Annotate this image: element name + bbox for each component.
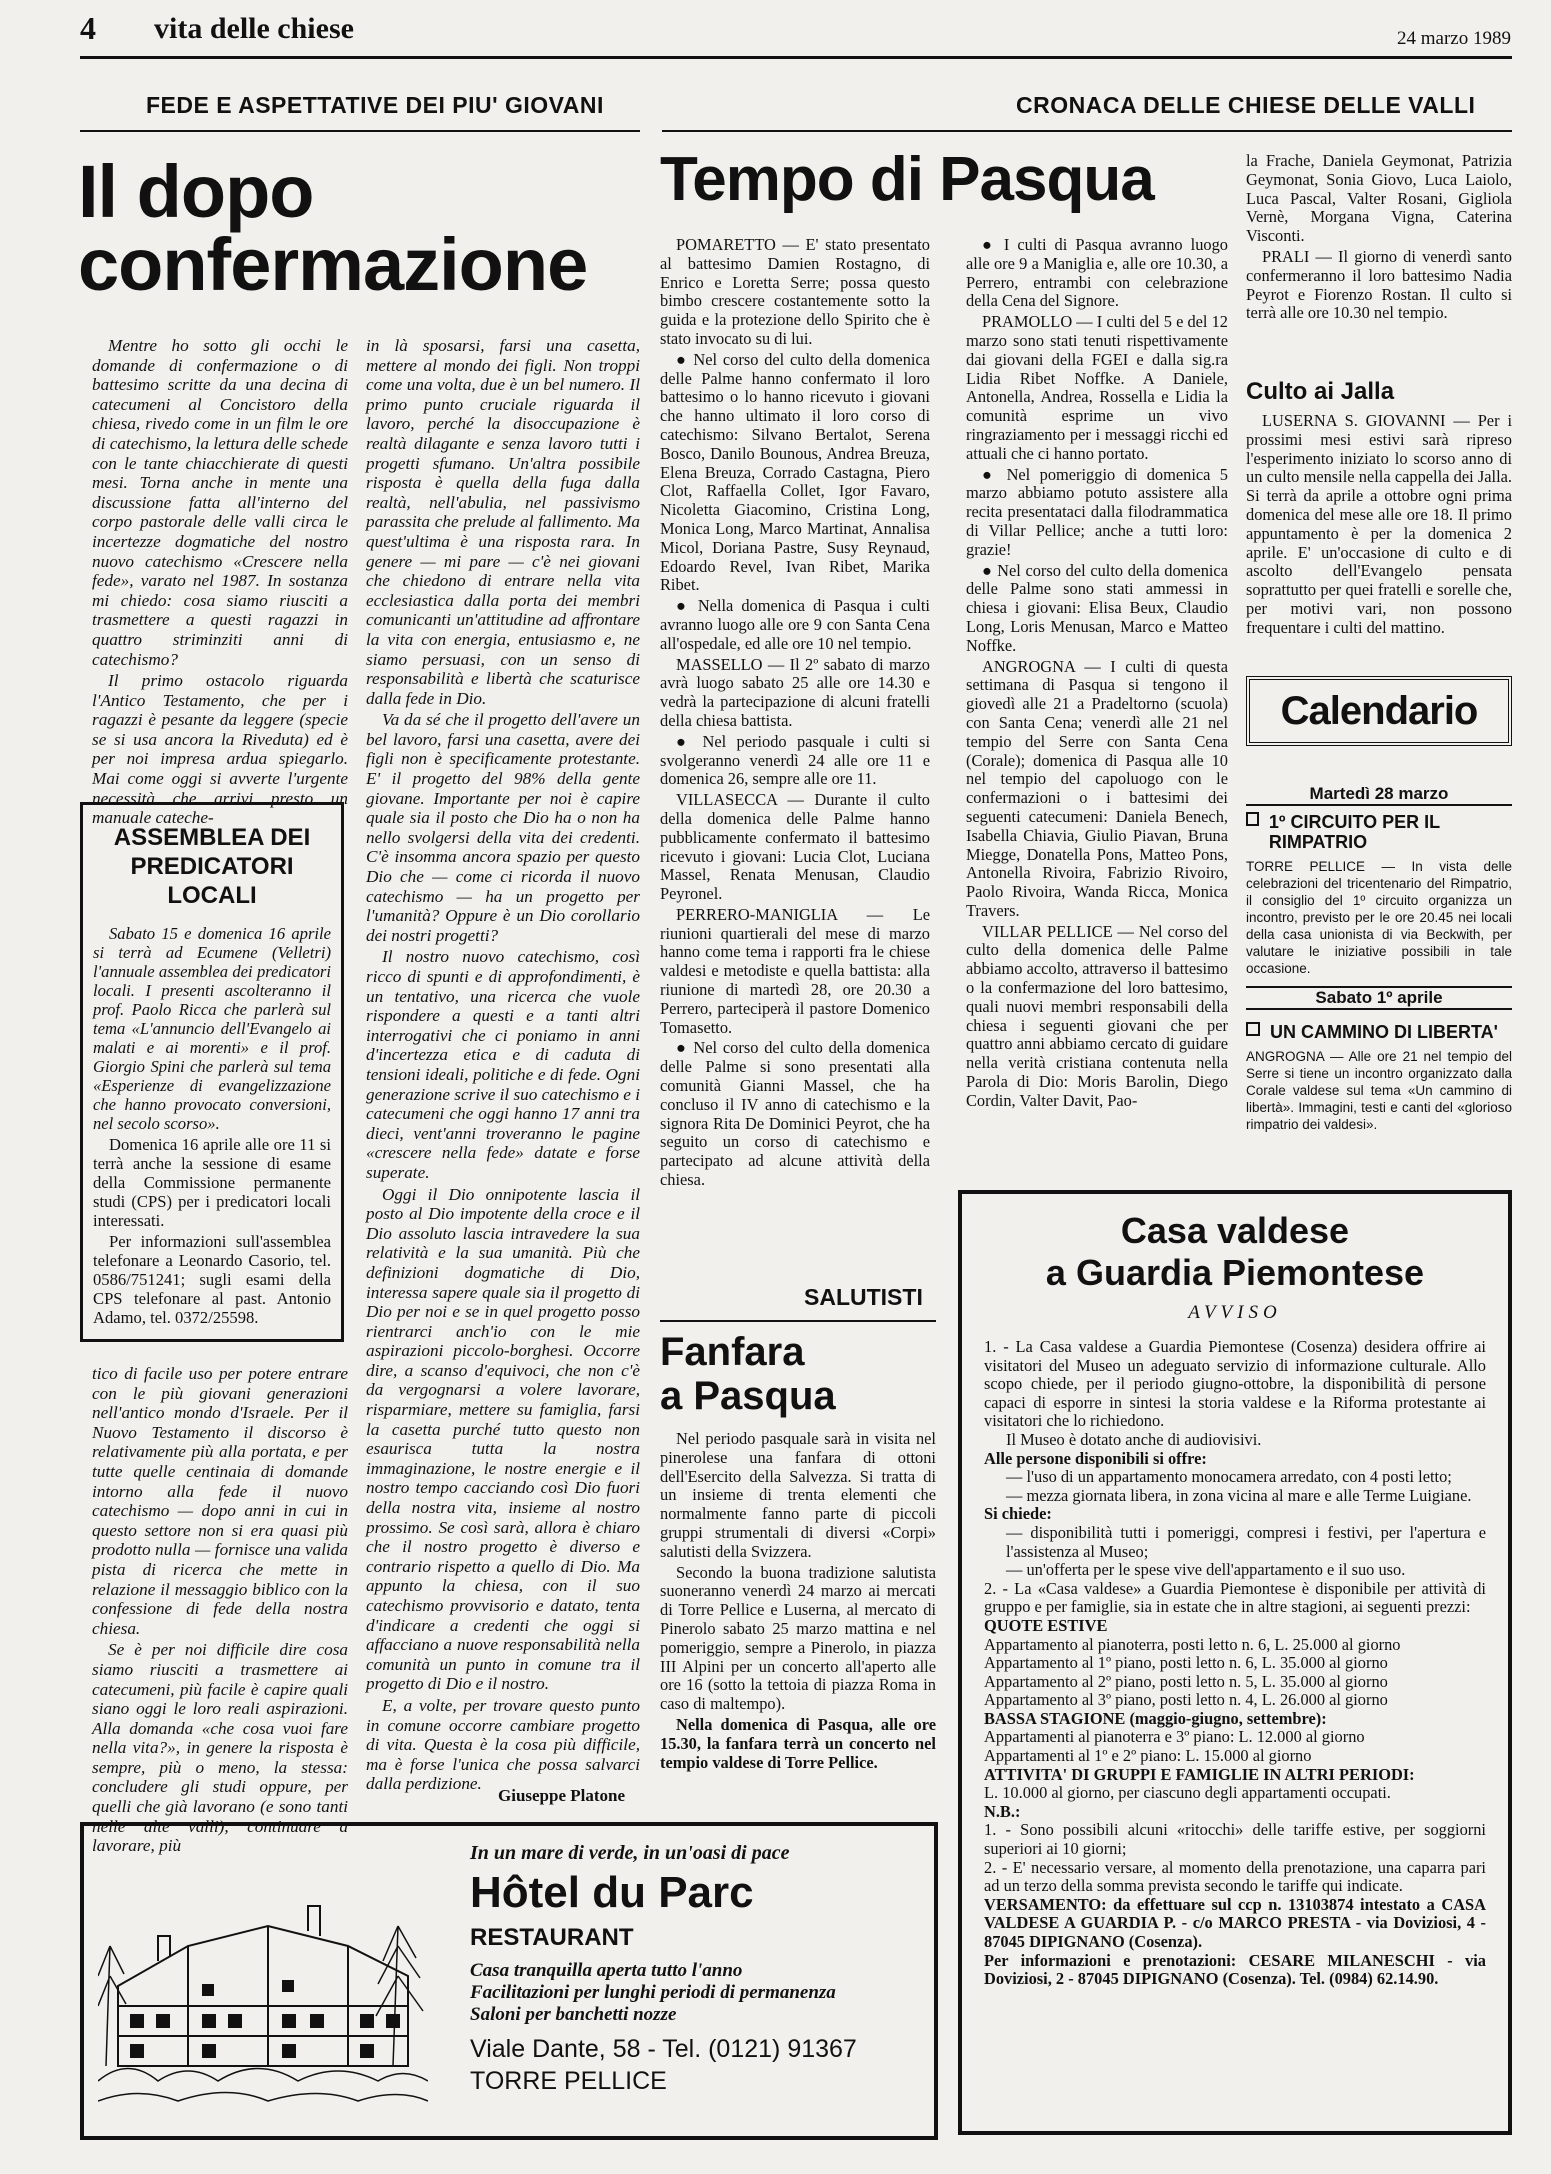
hotel-tagline: In un mare di verde, in un'oasi di pace xyxy=(470,1842,790,1864)
hotel-address: Viale Dante, 58 - Tel. (0121) 91367 xyxy=(470,2035,857,2063)
article-signature: Giuseppe Platone xyxy=(498,1786,626,1805)
news-paragraph: ● Nel corso del culto della domenica delle Palme hanno confermato il loro battesimo o lo hanno ricevuto i giovani che hanno ultimato il loro corso di catechismo: Silvano Bertalot, Serena Bosco, Danilo Bounous, Andrea Breuza, Elena Breuza, Corrado Castagna, Piero Clot, Raffaella Collet, Igor Favaro, Nicoletta Giacomino, Cristina Long, Monica Long, Marco Martinat, Annalisa Micol, Doriana Pastre, Susy Reynaud, Edoardo Revel, Ivan Ribet, Marika Ribet. xyxy=(660,349,930,595)
news-paragraph: ● Nel corso del culto della domenica delle Palme si sono presentati alla comunità Gianni Massel, che ha concluso il IV anno di catechismo e la signora Rita De Dominici Peyrot, che ha seguito un corso di catechismo e partecipato ad alcune attività della chiesa. xyxy=(660,1038,930,1190)
news-paragraph: ● Nel corso del culto della domenica delle Palme sono stati ammessi in chiesa i giovani: Elisa Beux, Claudio Long, Loris Menusan, Marco e Matteo Noffke. xyxy=(966,560,1228,655)
headline-line-2: confermazione xyxy=(78,222,588,306)
calendario-title: Calendario xyxy=(1280,688,1478,733)
news-paragraph: ANGROGNA — I culti di questa settimana di Pasqua si tengono il giovedì alle 21 a Pradeltorno (scuola) con Santa Cena; venerdì alle 21 nel tempio del Serre con Santa Cena (Corale); domenica di Pasqua alle 10 nel tempio del capoluogo con le confermazioni o i battesimi dei seguenti catecumeni: Daniela Benech, Isabella Chiavia, Giulio Piavan, Bruna Miegge, Donatella Pons, Matteo Pons, Antonella Rivoira, Fabrizio Rivoiro, Paolo Rivoira, Wanda Ricca, Monica Travers. xyxy=(966,656,1228,920)
headline-line-1: Fanfara xyxy=(660,1330,805,1374)
news-paragraph: Secondo la buona tradizione salutista suoneranno venerdì 24 marzo ai mercati di Torre Pellice e Luserna, al mercato di Pinerolo sabato 25 marzo mattina e nel pomeriggio, sempre a Pinerolo, in piazza III Alpini per un concerto all'aperto alle ore 16 (sotto la tettoia di piazza Roma in caso di maltempo). xyxy=(660,1562,936,1714)
article-headline xyxy=(78,150,588,306)
casa-avviso: AVVISO xyxy=(1188,1302,1282,1323)
casa-list-item: — l'uso di un appartamento monocamera arredato, con 4 posti letto; xyxy=(1006,1467,1452,1487)
casa-subtitle: QUOTE ESTIVE xyxy=(984,1615,1108,1635)
news-paragraph: PERRERO-MANIGLIA — Le riunioni quartierali del mese di marzo hanno come tema i rapporti fra le chiese valdesi e metodiste e quella battista: alla riunione di martedì 28, ore 20.30 a Perrero, parteciperà il pastore Domenico Tomasetto. xyxy=(660,904,930,1037)
casa-list-item: 2. - E' necessario versare, al momento della prenotazione, una caparra pari ad un terzo della somma prevista secondo le tariffe qui indicate. xyxy=(984,1857,1486,1896)
salutisti-headline xyxy=(660,1330,836,1418)
calendar-date: Sabato 1º aprile xyxy=(1246,986,1512,1010)
casa-title-line-1: Casa valdese xyxy=(1120,1210,1350,1251)
assemblea-title: ASSEMBLEA DEI PREDICATORI LOCALI xyxy=(113,824,311,909)
casa-valdese-ad xyxy=(958,1190,1512,2135)
article-paragraph: E, a volte, per trovare questo punto in comune occorre cambiare progetto di vita. Questa è la cosa più difficile, ma è forse l'unica che possa salvarci dalla perdizione. xyxy=(366,1695,640,1794)
news-paragraph: VILLASECCA — Durante il culto della domenica delle Palme hanno pubblicamente confermato il battesimo ricevuto i giovani: Lucia Clot, Luciana Massel, Renata Menusan, Claudio Peyronel. xyxy=(660,790,930,904)
hotel-feature: Facilitazioni per lunghi periodi di permanenza xyxy=(470,1982,836,2003)
hotel-restaurant: RESTAURANT xyxy=(470,1924,634,1951)
issue-date: 24 marzo 1989 xyxy=(1397,28,1511,49)
casa-paragraph: Per informazioni e prenotazioni: CESARE MILANESCHI - via Doviziosi, 2 - 87045 DIPIGNANO (Cosenza). Tel. (0984) 62.14.90. xyxy=(984,1950,1486,1989)
calendar-item-text: ANGROGNA — Alle ore 21 nel tempio del Serre si tiene un incontro organizzato dalla Corale valdese sul tema «Un cammino di libertà». Immagini, testi e canti del «glorioso rimpatrio dei valdesi». xyxy=(1246,1049,1512,1132)
hotel-city: TORRE PELLICE xyxy=(470,2067,667,2095)
news-paragraph: MASSELLO — Il 2º sabato di marzo avrà luogo sabato 25 alle ore 14.30 e vedrà la partecipazione di alcuni fratelli della chiesa battista. xyxy=(660,654,930,730)
news-paragraph: POMARETTO — E' stato presentato al battesimo Damien Rostagno, di Enrico e Loretta Serre; possa questo bimbo crescere costantemente sotto la guida e la protezione dello Spirito che è stato invocato su di lui. xyxy=(660,235,930,348)
salutisti-rule xyxy=(660,1320,936,1322)
news-paragraph: la Frache, Daniela Geymonat, Patrizia Geymonat, Sonia Giovo, Luca Laiolo, Luca Pascal, Valter Rosani, Gigliola Vernè, Morgana Vigna, Caterina Visconti. xyxy=(1246,151,1512,246)
casa-subtitle: ATTIVITA' DI GRUPPI E FAMIGLIE IN ALTRI PERIODI: xyxy=(984,1764,1415,1784)
article-paragraph: in là sposarsi, farsi una casetta, mettere al mondo dei figli. Non troppi come una volta, due è un bel numero. Il primo punto cruciale riguarda il lavoro, perché la disoccupazione è realtà dilagante e senza lavoro tutti i progetti sfumano. Un'altra possibile risposta è quella della fuga dalla realtà, nell'abulia, nel passivismo parassita che prelude al fallimento. Ma quest'ultima è una risposta rara. In genere — mi pare — c'è nei giovani che chiedono di entrare nella vita ecclesiastica dalla porta dei membri comunicanti un'attitudine ad affrontare la vita con energia, entusiasmo e, ne siamo persuasi, con un senso di responsabilità e libertà che scaturisce dalla fede in Dio. xyxy=(366,336,640,708)
section-left: FEDE E ASPETTATIVE DEI PIU' GIOVANI xyxy=(146,92,604,118)
calendar-item xyxy=(1246,1022,1512,1133)
casa-subtitle: BASSA STAGIONE (maggio-giugno, settembre): xyxy=(984,1708,1327,1728)
tempo-col3 xyxy=(660,236,930,1192)
calendar-item-text: TORRE PELLICE — In vista delle celebrazioni del tricentenario del Rimpatrio, il consiglio del 1º circuito organizza un incontro, previsto per le ore 20.45 nei locali della casa unionista di via Beckwith, per valutare le iniziative possibili in tale occasione. xyxy=(1246,859,1512,976)
casa-price-row: Appartamenti al 1º e 2º piano: L. 15.000 al giorno xyxy=(984,1746,1312,1766)
article-paragraph: Mentre ho sotto gli occhi le domande di confermazione o di battesimo scritte da una decina di catecumeni al Concistoro della chiesa, rivedo come in un film le ore di catechismo, la lettura delle schede con le tante chiacchierate di questi mesi. Torna anche in mente una discussione fatta all'interno del corpo pastorale delle valli circa le incertezze dogmatiche del nostro nuovo catechismo «Crescere nella fede», varato nel 1987. In sostanza mi chiedo: cosa siamo riusciti a trasmettere a questi ragazzi in quattro striminziti anni di catechismo? xyxy=(92,336,348,669)
tempo-col5 xyxy=(1246,152,1512,325)
calendar-item xyxy=(1246,812,1512,977)
article-paragraph: Se è per noi difficile dire cosa siamo riusciti a trasmettere ai catecumeni, più facile è capire quali siano oggi le loro reali aspirazioni. Alla domanda «che cosa vuoi fare nella vita?», in genere la risposta è sempre, più o meno, la stessa: concludere gli studi oppure, per quelli che già lavorano (e sono tanti nelle alte valli), continuare a lavorare, più xyxy=(92,1640,348,1856)
casa-list-item: — un'offerta per le spese vive dell'appartamento e il suo uso. xyxy=(1006,1560,1406,1580)
casa-subtitle: N.B.: xyxy=(984,1801,1021,1821)
news-paragraph: Nella domenica di Pasqua, alle ore 15.30, la fanfara terrà un concerto nel tempio valdese di Torre Pellice. xyxy=(660,1714,936,1772)
assemblea-paragraph: Domenica 16 aprile alle ore 11 si terrà anche la sessione di esame della Commissione permanente studi (CPS) per i predicatori locali interessati. xyxy=(93,1135,331,1230)
section-rule-left xyxy=(80,130,640,132)
casa-price-row: Appartamento al 2º piano, posti letto n. 5, L. 35.000 al giorno xyxy=(984,1671,1388,1691)
casa-paragraph: 1. - La Casa valdese a Guardia Piemontese (Cosenza) desidera offrire ai visitatori del Museo un adeguato servizio di informazione culturale. Allo scopo chiede, per il periodo giugno-ottobre, la disponibilità di persone capaci di esporre in sintesi la storia valdese e la Riforma protestante ai visitatori che lo richiedono. xyxy=(984,1337,1486,1431)
news-paragraph: ● Nella domenica di Pasqua i culti avranno luogo alle ore 9 con Santa Cena all'ospedale, ed alle ore 10 nel tempio. xyxy=(660,596,930,653)
casa-price-row: Appartamento al 3º piano, posti letto n. 4, L. 26.000 al giorno xyxy=(984,1690,1388,1710)
assemblea-paragraph: Per informazioni sull'assemblea telefonare a Leonardo Casorio, tel. 0586/751241; sugli esami della CPS telefonare al past. Antonio Adamo, tel. 0372/25598. xyxy=(93,1232,331,1327)
headline-line-2: a Pasqua xyxy=(660,1374,836,1418)
casa-list-item: — mezza giornata libera, in zona vicina al mare e alle Terme Luigiane. xyxy=(1006,1485,1472,1505)
casa-paragraph: VERSAMENTO: da effettuare sul ccp n. 13103874 intestato a CASA VALDESE A GUARDIA P. - c/o MARCO PRESTA - via Doviziosi, 4 - 87045 DIPIGNANO (Cosenza). xyxy=(984,1894,1486,1951)
casa-list-item: 1. - Sono possibili alcuni «ritocchi» delle tariffe estive, per soggiorni superiori ai 10 giorni; xyxy=(984,1820,1486,1859)
article-paragraph: Va da sé che il progetto dell'avere un bel lavoro, farsi una casetta, avere dei figli non è specificamente protestante. E' il progetto del 98% della gente giovane. Importante per noi è capire quale sia il posto che Dio ha o non ha nello svolgersi della vita dei credenti. C'è insomma ancora spazio per questo Dio che — come ci ricorda il nuovo catechismo — ha un progetto per l'umanità? Oppure è un Dio corollario dei nostri progetti? xyxy=(366,710,640,945)
casa-subtitle: Alle persone disponibili si offre: xyxy=(984,1448,1207,1468)
casa-price-row: Appartamento al pianoterra, posti letto n. 6, L. 25.000 al giorno xyxy=(984,1634,1401,1654)
news-paragraph: ● Nel periodo pasquale i culti si svolgeranno venerdì 24 alle ore 11 e domenica 26, sempre alle ore 11. xyxy=(660,731,930,789)
hotel-feature: Saloni per banchetti nozze xyxy=(470,2004,677,2025)
news-paragraph: PRAMOLLO — I culti del 5 e del 12 marzo sono stati tenuti rispettivamente dai giovani della FGEI e dalla sig.ra Lidia Ribet Noffke. A Daniele, Antonella, Andrea, Rossella e Lidia la comunità esprime un vivo ringraziamento per i messaggi ricchi ed attuali che ci hanno portato. xyxy=(966,312,1228,463)
calendar-date: Martedì 28 marzo xyxy=(1246,784,1512,806)
hotel-feature: Casa tranquilla aperta tutto l'anno xyxy=(470,1960,743,1981)
section-rule-right xyxy=(662,130,1512,132)
hotel-features xyxy=(470,1960,836,2026)
news-paragraph: PRALI — Il giorno di venerdì santo confermeranno il loro battesimo Nadia Peyrot e Fiorenzo Rostan. Il culto si terrà alle ore 10.30 nel tempio. xyxy=(1246,246,1512,323)
tempo-col4 xyxy=(966,236,1228,1113)
assemblea-paragraph: Sabato 15 e domenica 16 aprile si terrà ad Ecumene (Velletri) l'annuale assemblea dei predicatori locali. I presenti ascolteranno il prof. Paolo Ricca che parlerà sul tema «L'annuncio dell'Evangelo ai malati e ai morenti» e il prof. Giorgio Spini che parlerà sul tema «Esperienze di evangelizzazione che hanno provocato conversioni, nel secolo scorso». xyxy=(93,924,331,1133)
article-paragraph: Oggi il Dio onnipotente lascia il posto al Dio impotente della croce e il Dio assoluto lascia intravedere la sua relatività e la sua umanità. Più che definizioni dogmatiche di Dio, interessa sapere quale sia il progetto di Dio per noi e se in quel progetto posso rientrarci anch'io con le mie aspirazioni piccolo-borghesi. Occorre dire, a scanso d'equivoci, che non c'è da vergognarsi a volere lavorare, risparmiare, mettere su famiglia, farsi la casetta purché tutto questo non esaurisca tutta la nostra immaginazione, le nostre energie e il nostro tempo cacciando così Dio fuori della nostra vita, insieme al nostro prossimo. Se così sarà, allora è chiaro che il nostro progetto è diverso e contrario rispetto a quello di Dio. Ma appunto la chiesa, con il suo catechismo provvisorio e datato, tenta d'indicare a credenti che oggi si affacciano a nuove responsabilità nella comunità un punto in comune tra il progetto di Dio e il nostro. xyxy=(366,1184,640,1694)
casa-paragraph: L. 10.000 al giorno, per ciascuno degli appartamenti occupati. xyxy=(984,1783,1391,1803)
hotel-name: Hôtel du Parc xyxy=(470,1868,754,1917)
news-paragraph: VILLAR PELLICE — Nel corso del culto della domenica delle Palme abbiamo accolto, attraverso il battesimo o la confermazione del loro battesimo, quali nuovi membri responsabili della chiesa i seguenti giovani che per quattro anni abbiamo cercato di guidare nella verità cristiana contenuta nella Parola di Dio: Moris Barolin, Diego Cordin, Valter Davit, Pao- xyxy=(966,921,1228,1110)
article-paragraph: Il primo ostacolo riguarda l'Antico Testamento, che per i ragazzi è pesante da leggere (specie se si usa ancora la Riveduta) ed è per noi impresa ardua spiegarlo. Mai come oggi si avverte l'urgente necessità che arrivi presto un manuale cateche- xyxy=(92,671,348,828)
masthead-rule xyxy=(80,56,1512,59)
article-paragraph: Il nostro nuovo catechismo, così ricco di spunti e di approfondimenti, è un tentativo, una ricerca che vuole rispondere a questi e a tanti altri interrogativi che ci poniamo in anni d'incertezza etica e di caduta di tensioni ideali, politiche e di fede. Ogni generazione scrive il suo catechismo e i catecumeni che oggi hanno 17 anni tra dieci, vent'anni troveranno le pagine «crescere nella fede» datate e forse superate. xyxy=(366,947,640,1182)
assemblea-box xyxy=(80,802,344,1342)
salutisti-body xyxy=(660,1430,936,1774)
jalla-headline: Culto ai Jalla xyxy=(1246,378,1395,405)
news-paragraph: Nel periodo pasquale sarà in visita nel pinerolese una fanfara di ottoni dell'Esercito della Salvezza. Si tratta di un insieme di trenta elementi che normalmente fanno parte di piccoli gruppi strumentali di diversi «Corpi» salutisti della Svizzera. xyxy=(660,1429,936,1561)
salutisti-section: SALUTISTI xyxy=(804,1284,923,1310)
article-col1-top xyxy=(92,336,348,830)
jalla-body xyxy=(1246,412,1512,640)
casa-paragraph: Il Museo è dotato anche di audiovisivi. xyxy=(1006,1429,1262,1449)
casa-price-row: Appartamenti al pianoterra e 3º piano: L. 12.000 al giorno xyxy=(984,1727,1365,1747)
casa-title xyxy=(984,1210,1486,1294)
news-paragraph: LUSERNA S. GIOVANNI — Per i prossimi mesi estivi sarà ripreso l'esperimento iniziato lo scorso anno di un culto mensile nella cappella dei Jalla. Si terrà da aprile a ottobre ogni prima domenica del mese alle ore 18. Il primo appuntamento è per la domenica 2 aprile. E' un'occasione di culto e di ascolto dell'Evangelo pensata soprattutto per quei fratelli e sorelle che, per motivi vari, non possono frequentare i culti del mattino. xyxy=(1246,411,1512,637)
tempo-headline: Tempo di Pasqua xyxy=(660,145,1154,214)
checkbox-icon xyxy=(1246,1022,1260,1036)
article-col1-bottom xyxy=(92,1364,348,1858)
casa-title-line-2: a Guardia Piemontese xyxy=(1045,1252,1425,1293)
page-number: 4 xyxy=(80,10,96,46)
news-paragraph: ● Nel pomeriggio di domenica 5 marzo abbiamo potuto assistere alla recita presentataci dalla filodrammatica di Villar Pellice; anche a tutti loro: grazie! xyxy=(966,464,1228,559)
casa-subtitle: Si chiede: xyxy=(984,1504,1052,1524)
casa-list-item: — disponibilità tutti i pomeriggi, compresi i festivi, per l'apertura e l'assistenza al Museo; xyxy=(1006,1522,1486,1561)
headline-line-1: Il dopo xyxy=(78,150,314,233)
calendar-item-title: UN CAMMINO DI LIBERTA' xyxy=(1270,1022,1498,1042)
calendar-item-title: 1º CIRCUITO PER IL RIMPATRIO xyxy=(1268,812,1440,852)
checkbox-icon xyxy=(1246,812,1259,826)
article-paragraph: tico di facile uso per potere entrare con le più giovani generazioni nell'antico mondo d'Israele. Per il Nuovo Testamento il discorso è relativamente più alla portata, e per tutte quelle centinaia di domande intorno alla fede il nuovo catechismo — dopo anni in cui in questo settore non si era quasi più prodotto nulla — fornisce una valida pista di ricerca che mette in relazione il messaggio biblico con la confessione di fede della nostra chiesa. xyxy=(92,1364,348,1638)
news-paragraph: ● I culti di Pasqua avranno luogo alle ore 9 a Maniglia e, alle ore 10.30, a Perrero, entrambi con celebrazione della Cena del Signore. xyxy=(966,235,1228,311)
article-col2 xyxy=(366,336,640,1796)
calendario-header xyxy=(1246,676,1512,746)
masthead-title: vita delle chiese xyxy=(154,12,354,45)
hotel-illustration-icon xyxy=(98,1866,428,2116)
casa-paragraph: 2. - La «Casa valdese» a Guardia Piemontese è disponibile per attività di gruppo e per famiglie, sia in estate che in altre stagioni, ai seguenti prezzi: xyxy=(984,1578,1486,1617)
assemblea-body xyxy=(93,924,331,1327)
section-right: CRONACA DELLE CHIESE DELLE VALLI xyxy=(1016,92,1476,118)
casa-price-row: Appartamento al 1º piano, posti letto n. 6, L. 35.000 al giorno xyxy=(984,1653,1388,1673)
